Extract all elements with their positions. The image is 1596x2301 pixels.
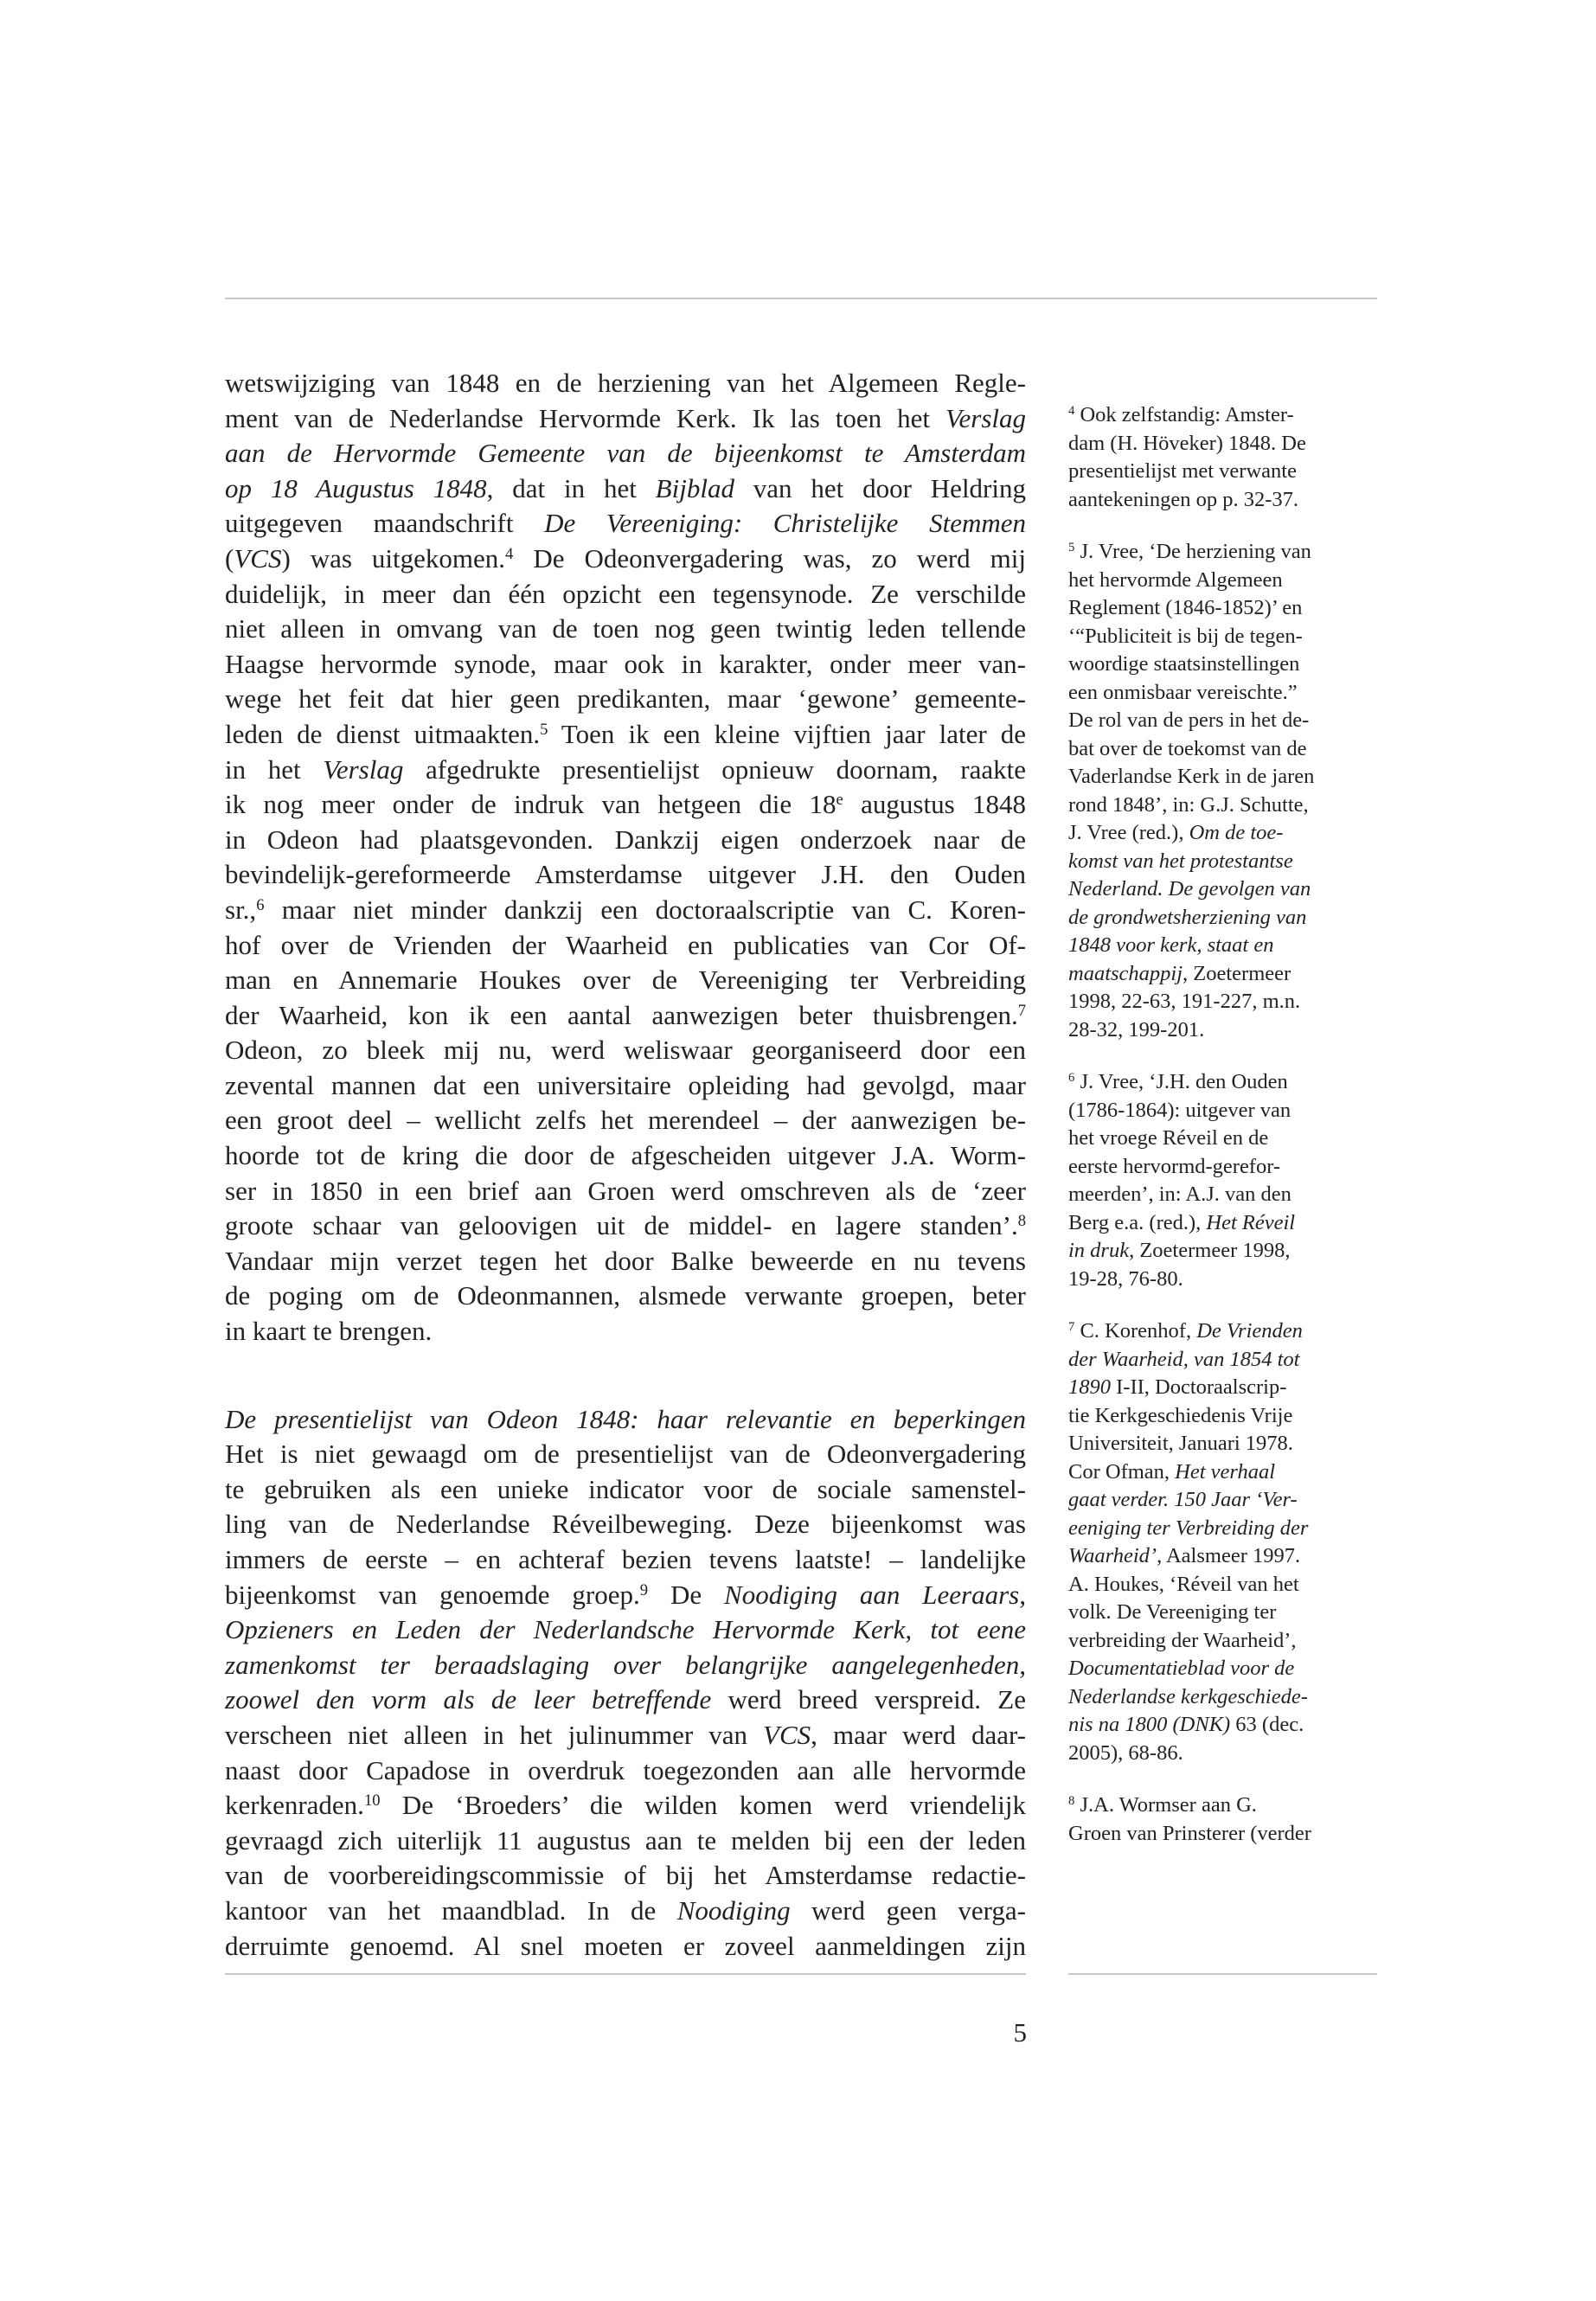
text-line: Haagse hervormde synode, maar ook in karakter, onder meer van- xyxy=(225,648,1026,679)
text-line: wege het feit dat hier geen predikanten, maar ‘gewone’ gemeente- xyxy=(225,683,1026,715)
text-line: Odeon, zo bleek mij nu, werd weliswaar georganiseerd door een xyxy=(225,1035,1026,1066)
text-line: Vandaar mijn verzet tegen het door Balke beweerde en nu tevens xyxy=(225,1245,1026,1276)
footnote-line: 1998, 22-63, 191-227, m.n. xyxy=(1068,990,1301,1013)
text-line: duidelijk, in meer dan één opzicht een tegensynode. Ze verschilde xyxy=(225,578,1026,609)
footnote-line: meerden’, in: A.J. van den xyxy=(1068,1183,1292,1206)
footnote-line: presentielijst met verwante xyxy=(1068,459,1297,483)
footnote-line: 19-28, 76-80. xyxy=(1068,1266,1183,1291)
text-line: bevindelijk-gereformeerde Amsterdamse uitgever J.H. den Ouden xyxy=(225,859,1026,890)
footnote-line: eeniging ter Verbreiding der xyxy=(1068,1516,1309,1540)
footnote-line: komst van het protestantse xyxy=(1068,849,1293,873)
text-line: ment van de Nederlandse Hervormde Kerk. Ik las toen het Verslag xyxy=(225,402,1026,433)
paragraph-2 xyxy=(225,1402,1026,1965)
footnote-line: 2005), 68-86. xyxy=(1068,1740,1183,1765)
footnote-line: Documentatieblad voor de xyxy=(1068,1657,1295,1680)
text-line: derruimte genoemd. Al snel moeten er zoveel aanmeldingen zijn xyxy=(225,1930,1026,1961)
footnote-line: 1848 voor kerk, staat en xyxy=(1068,933,1274,957)
text-line: (VCS) was uitgekomen.$^4$ De Odeonvergadering was, zo werd mij xyxy=(225,542,1026,574)
page-number: 5 xyxy=(1013,2017,1027,2048)
text-line: kerkenraden.$^{10}$ De ‘Broeders’ die wilden komen werd vriendelijk xyxy=(225,1790,1026,1821)
text-line: ling van de Nederlandse Réveilbeweging. Deze bijeenkomst was xyxy=(225,1509,1026,1540)
text-line: gevraagd zich uiterlijk 11 augustus aan te melden bij een der leden xyxy=(225,1824,1026,1856)
footnote-line: De rol van de pers in het de- xyxy=(1068,708,1310,732)
text-line: Het is niet gewaagd om de presentielijst van de Odeonvergadering xyxy=(225,1439,1026,1470)
text-line: verscheen niet alleen in het julinummer van VCS, maar werd daar- xyxy=(225,1719,1026,1750)
text-line: Opzieners en Leden der Nederlandsche Hervormde Kerk, tot eene xyxy=(225,1614,1026,1645)
footnote-6 xyxy=(1068,1068,1377,1293)
text-line: op 18 Augustus 1848, dat in het Bijblad van het door Heldring xyxy=(225,472,1026,503)
footnote-line: Vaderlandse Kerk in de jaren xyxy=(1068,765,1315,788)
footnote-line: in druk, Zoetermeer 1998, xyxy=(1068,1239,1291,1262)
footnote-line: J. Vree, ‘De herziening van xyxy=(1080,540,1311,563)
text-line: ik nog meer onder de indruk van hetgeen die 18e augustus 1848 xyxy=(225,789,1026,820)
footnote-line: 28-32, 199-201. xyxy=(1068,1017,1205,1042)
text-line: van de voorbereidingscommissie of bij het Amsterdamse redactie- xyxy=(225,1860,1026,1891)
footnote-5 xyxy=(1068,538,1377,1044)
footnote-line: (1786-1864): uitgever van xyxy=(1068,1098,1292,1122)
footnote-number: 7 xyxy=(1068,1319,1075,1334)
footnote-line: verbreiding der Waarheid’, xyxy=(1068,1628,1297,1652)
footnote-line: J. Vree (red.), Om de toe- xyxy=(1068,821,1284,844)
text-line: een groot deel – wellicht zelfs het merendeel – der aanwezigen be- xyxy=(225,1105,1026,1136)
footnote-line: J. Vree, ‘J.H. den Ouden xyxy=(1080,1070,1288,1093)
bottom-rule-main xyxy=(225,1973,1026,1975)
text-line: aan de Hervormde Gemeente van de bijeenkomst te Amsterdam xyxy=(225,438,1026,469)
footnote-line: woordige staatsinstellingen xyxy=(1068,652,1300,676)
text-line: immers de eerste – en achteraf bezien tevens laatste! – landelijke xyxy=(225,1544,1026,1574)
text-line: naast door Capadose in overdruk toegezonden aan alle hervormde xyxy=(225,1754,1026,1785)
text-line: groote schaar van geloovigen uit de middel- en lagere standen’.$^8$ xyxy=(225,1210,1026,1241)
section-heading: De presentielijst van Odeon 1848: haar relevantie en beperkingen xyxy=(225,1403,1026,1434)
text-line: te gebruiken als een unieke indicator voor de sociale samenstel- xyxy=(225,1473,1026,1504)
text-line: in Odeon had plaatsgevonden. Dankzij eigen onderzoek naar de xyxy=(225,824,1026,855)
footnote-line: rond 1848’, in: G.J. Schutte, xyxy=(1068,792,1309,817)
footnote-number: 5 xyxy=(1068,540,1075,554)
text-line: zevental mannen dat een universitaire opleiding had gevolgd, maar xyxy=(225,1069,1026,1100)
bottom-rule-notes xyxy=(1068,1973,1377,1975)
footnote-line: aantekeningen op p. 32-37. xyxy=(1068,487,1299,511)
text-line: de poging om de Odeonmannen, alsmede verwante groepen, beter xyxy=(225,1280,1026,1311)
text-line: leden de dienst uitmaakten.$^5$ Toen ik een kleine vijftien jaar later de xyxy=(225,718,1026,749)
footnote-line: Nederlandse kerkgeschiede- xyxy=(1068,1684,1308,1708)
text-line: niet alleen in omvang van de toen nog geen twintig leden tellende xyxy=(225,613,1026,644)
footnote-line: 1890 I-II, Doctoraalscrip- xyxy=(1068,1375,1287,1399)
footnote-line: Cor Ofman, Het verhaal xyxy=(1068,1459,1276,1484)
text-line: hof over de Vrienden der Waarheid en publicaties van Cor Of- xyxy=(225,929,1026,960)
footnote-line: tie Kerkgeschiedenis Vrije xyxy=(1068,1403,1293,1427)
footnote-line: Groen van Prinsterer (verder xyxy=(1068,1821,1311,1845)
footnote-line: dam (H. Höveker) 1848. De xyxy=(1068,431,1306,455)
footnote-line: een onmisbaar vereischte.” xyxy=(1068,680,1298,704)
text-line: sr.,$^6$ maar niet minder dankzij een doctoraalscriptie van C. Koren- xyxy=(225,894,1026,925)
paragraph-1 xyxy=(225,366,1026,1349)
footnote-line: Reglement (1846-1852)’ en xyxy=(1068,596,1303,619)
text-line: uitgegeven maandschrift De Vereeniging: Christelijke Stemmen xyxy=(225,508,1026,539)
footnote-line: maatschappij, Zoetermeer xyxy=(1068,961,1292,985)
text-line: man en Annemarie Houkes over de Vereeniging ter Verbreiding xyxy=(225,965,1026,996)
footnote-number: 6 xyxy=(1068,1070,1075,1085)
text-line: zamenkomst ter beraadslaging over belangrijke aangelegenheden, xyxy=(225,1649,1026,1680)
footnote-line: gaat verder. 150 Jaar ‘Ver- xyxy=(1068,1488,1298,1511)
text-line: in kaart te brengen. xyxy=(225,1316,433,1347)
footnote-line: A. Houkes, ‘Réveil van het xyxy=(1068,1572,1299,1596)
footnote-line: J.A. Wormser aan G. xyxy=(1080,1793,1257,1817)
footnote-number: 4 xyxy=(1068,403,1075,418)
footnote-8 xyxy=(1068,1791,1377,1848)
footnote-line: Waarheid’, Aalsmeer 1997. xyxy=(1068,1544,1301,1567)
text-line: zoowel den vorm als de leer betreffende werd breed verspreid. Ze xyxy=(225,1684,1026,1715)
footnote-line: Nederland. De gevolgen van xyxy=(1068,877,1311,901)
footnote-4 xyxy=(1068,401,1377,514)
footnote-7: $^7$ C. Korenhof, De Vrienden der Waarheid, van 1854 tot 1890 I-II, Doctoraalscrip- tie Kerkgeschiedenis Vrije Universiteit, Januari 1978. Cor Ofman, Het verhaal gaat verder. 150 Jaar ‘Ver- eeniging ter Verbreiding der Waarheid’, Aalsmeer 1997. A. Houkes, ‘Réveil van het volk. De Vereeniging ter verbreiding der Waarheid’, Documentatieblad voor de Nederlandse kerkgeschiede- nis na 1800 (DNK) 63 (dec. 2005), 68-86. xyxy=(1068,1317,1377,1767)
text-line: in het Verslag afgedrukte presentielijst opnieuw doornam, raakte xyxy=(225,753,1026,785)
footnote-line: bat over de toekomst van de xyxy=(1068,736,1307,760)
main-text-column xyxy=(225,366,1026,1964)
footnote-line: ‘“Publiciteit is bij de tegen- xyxy=(1068,624,1303,648)
text-line: wetswijziging van 1848 en de herziening van het Algemeen Regle- xyxy=(225,368,1026,398)
footnote-line: Berg e.a. (red.), Het Réveil xyxy=(1068,1210,1296,1234)
text-line: hoorde tot de kring die door de afgescheiden uitgever J.A. Worm- xyxy=(225,1140,1026,1171)
top-rule xyxy=(225,298,1377,299)
footnote-column xyxy=(1068,401,1377,1872)
footnote-line: Ook zelfstandig: Amster- xyxy=(1080,403,1294,426)
footnote-line: de grondwetsherziening van xyxy=(1068,905,1307,929)
text-line: bijeenkomst van genoemde groep.$^9$ De Noodiging aan Leeraars, xyxy=(225,1579,1026,1610)
footnote-line: der Waarheid, van 1854 tot xyxy=(1068,1347,1300,1371)
footnote-line: het vroege Réveil en de xyxy=(1068,1126,1269,1150)
footnote-number: 8 xyxy=(1068,1793,1075,1808)
footnote-line: Universiteit, Januari 1978. xyxy=(1068,1432,1293,1455)
footnote-line: het hervormde Algemeen xyxy=(1068,567,1283,592)
footnote-line: volk. De Vereeniging ter xyxy=(1068,1600,1277,1624)
text-line: der Waarheid, kon ik een aantal aanwezigen beter thuisbrengen.$^7$ xyxy=(225,999,1026,1030)
text-line: kantoor van het maandblad. In de Noodiging werd geen verga- xyxy=(225,1894,1026,1926)
text-line: ser in 1850 in een brief aan Groen werd omschreven als de ‘zeer xyxy=(225,1175,1026,1206)
footnote-line: nis na 1800 (DNK) 63 (dec. xyxy=(1068,1713,1304,1736)
footnote-line: eerste hervormd-gerefor- xyxy=(1068,1154,1281,1178)
